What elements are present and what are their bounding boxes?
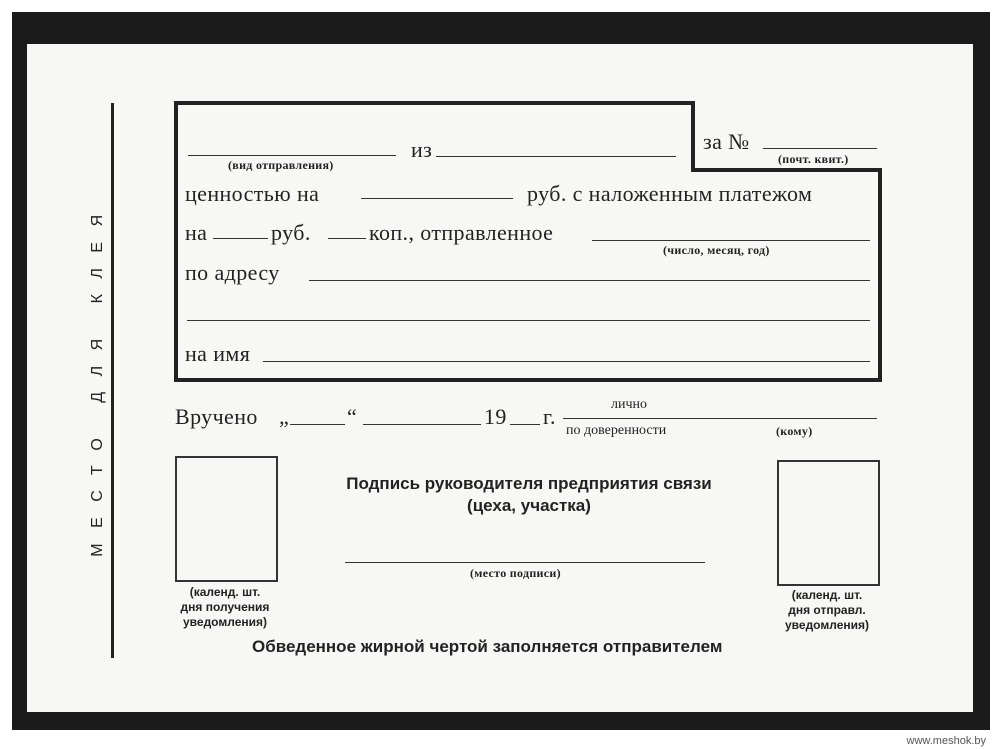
signature-subtitle: (цеха, участка) [467,496,591,515]
cod-rub-field[interactable] [213,238,268,239]
stamp-box-received [175,456,278,582]
stamp-sent-caption: (календ. шт. дня отправл. уведомления) [785,588,869,632]
year-prefix: 19 [484,404,507,429]
sent-date-field[interactable] [592,240,870,241]
receipt-no-field[interactable] [763,148,877,149]
to-whom-hint: (кому) [776,424,813,438]
from-field[interactable] [436,156,676,157]
send-type-field[interactable] [188,155,396,156]
delivered-label: Вручено [175,404,258,429]
address-label: по адресу [185,260,280,285]
signature-title: Подпись руководителя предприятия связи [346,474,712,493]
address-field-2[interactable] [187,320,870,321]
value-field[interactable] [361,198,513,199]
rub-label: руб. [271,220,311,245]
cod-label: руб. с наложенным платежом [527,181,813,206]
kop-sent-label: коп., отправленное [369,220,554,245]
year-abbr: г. [543,404,556,429]
quote-open: „ [279,404,290,429]
watermark: www.meshok.by [906,735,986,747]
from-label: из [411,137,433,162]
date-hint: (число, месяц, год) [663,243,770,257]
cod-amount-label: на [185,220,208,245]
delivered-day-field[interactable] [290,424,345,425]
value-label: ценностью на [185,181,320,206]
cod-kop-field[interactable] [328,238,366,239]
send-type-hint: (вид отправления) [228,158,334,172]
footer-note: Обведенное жирной чертой заполняется отправителем [252,637,723,656]
personally-option: лично [611,397,648,412]
recipient-name-field[interactable] [263,361,870,362]
signature-place-hint: (место подписи) [470,566,561,580]
address-field[interactable] [309,280,870,281]
signature-field[interactable] [345,562,705,563]
glue-area-label: МЕСТО ДЛЯ КЛЕЯ [89,199,106,557]
by-proxy-option: по доверенности [566,423,667,438]
delivered-month-field[interactable] [363,424,481,425]
delivered-year-field[interactable] [510,424,540,425]
recipient-name-label: на имя [185,341,251,366]
stamp-box-sent [777,460,880,586]
receipt-no-label: за № [703,129,750,154]
delivered-to-field[interactable] [563,418,877,419]
quote-close: “ [347,404,358,429]
stamp-received-caption: (календ. шт. дня получения уведомления) [180,585,270,629]
receipt-hint: (почт. квит.) [778,152,849,166]
